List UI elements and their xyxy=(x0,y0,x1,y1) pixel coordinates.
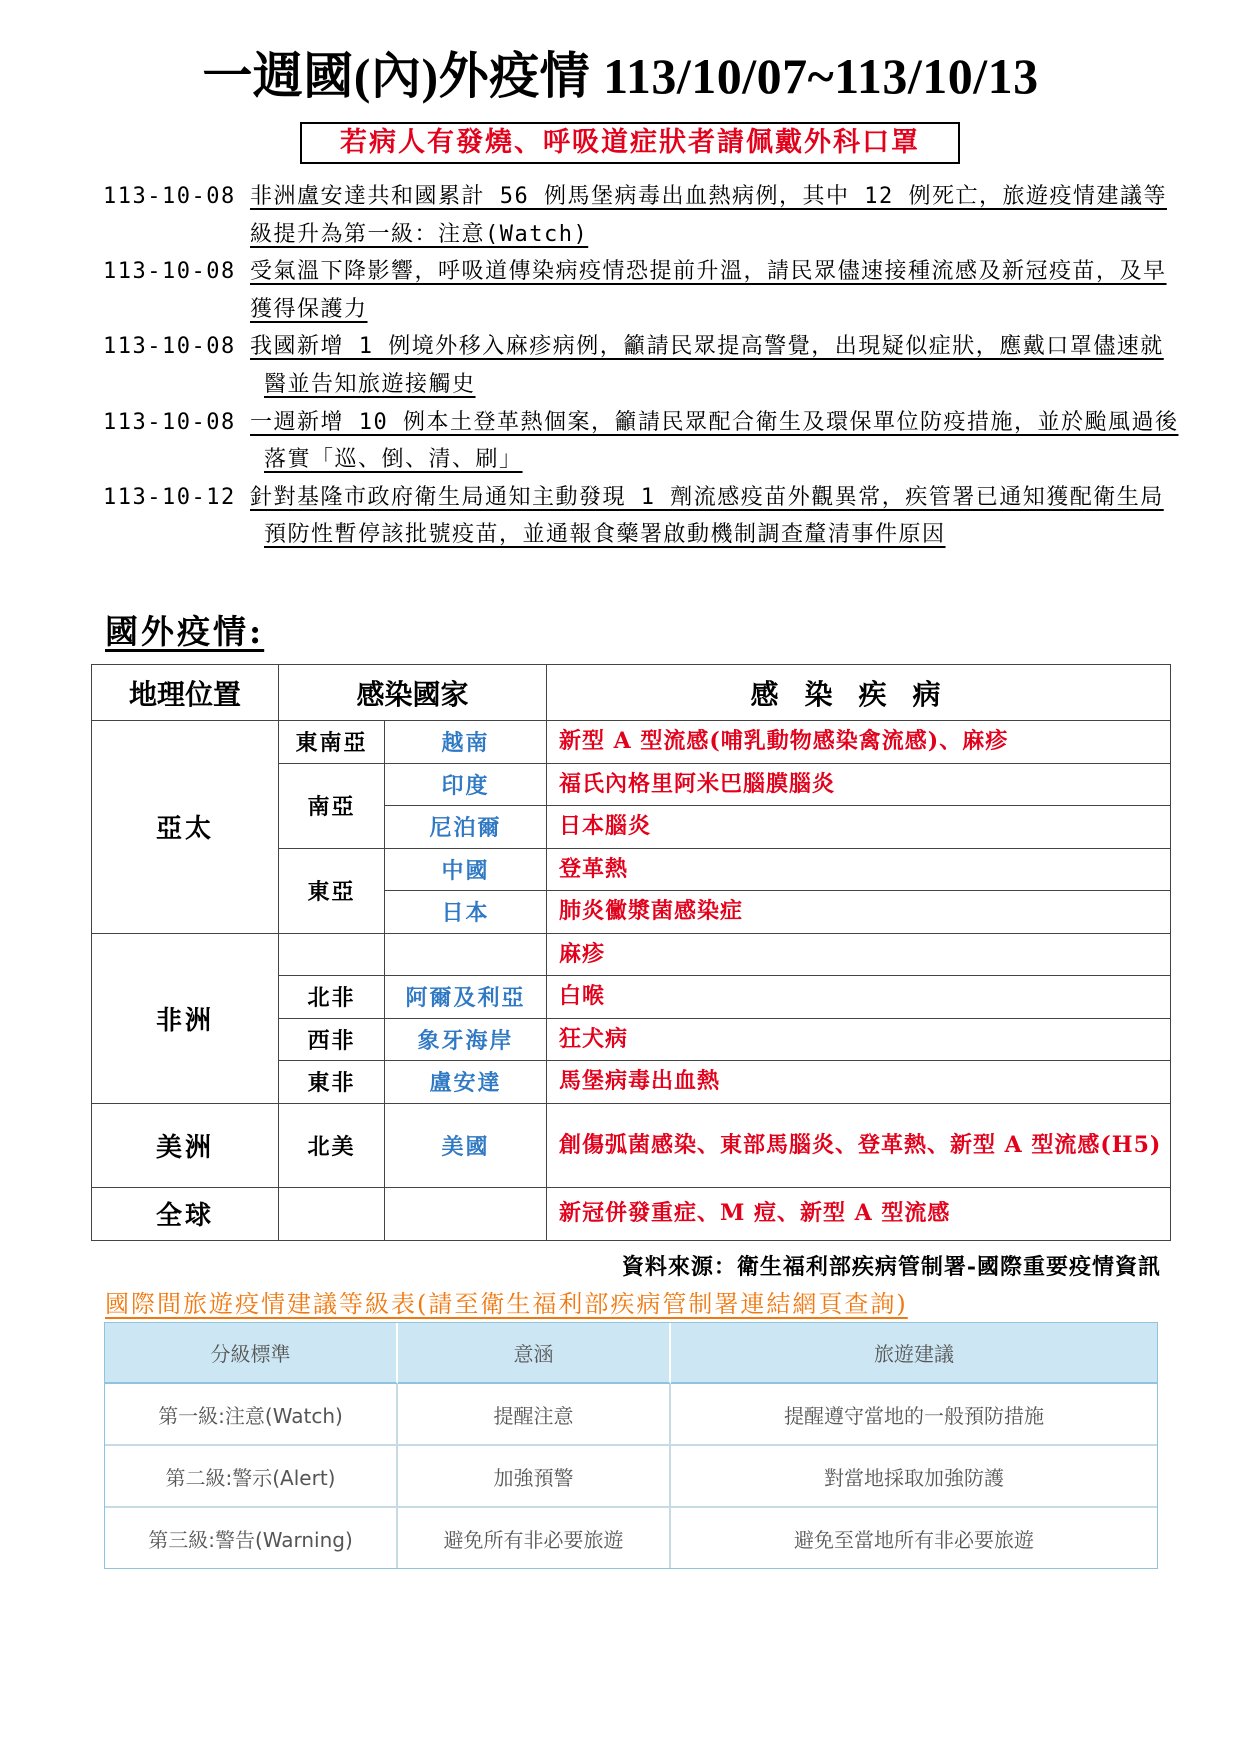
header-disease: 感染疾病 xyxy=(547,665,1171,721)
subregion-southeast-asia: 東南亞 xyxy=(279,721,385,764)
table-row xyxy=(105,1446,1157,1508)
news-date: 113-10-08 xyxy=(103,409,236,435)
level-table-header-row xyxy=(105,1323,1157,1384)
header-region: 地理位置 xyxy=(92,665,279,721)
disease-vietnam: 新型 A 型流感(哺乳動物感染禽流感)、麻疹 xyxy=(547,721,1171,764)
table-row xyxy=(105,1384,1157,1446)
header-travel-advice: 旅遊建議 xyxy=(671,1323,1157,1384)
disease-japan: 肺炎黴漿菌感染症 xyxy=(547,891,1171,934)
region-global: 全球 xyxy=(92,1187,279,1240)
subregion-east-africa: 東非 xyxy=(279,1061,385,1104)
page-title: 一週國(內)外疫情 113/10/07~113/10/13 xyxy=(202,48,1039,104)
country-ivory-coast: 象牙海岸 xyxy=(385,1018,547,1061)
level-name: 第三級:警告(Warning) xyxy=(105,1508,398,1568)
travel-advisory-level-table xyxy=(104,1322,1158,1569)
table-row xyxy=(92,933,1171,976)
disease-usa: 創傷弧菌感染、東部馬腦炎、登革熱、新型 A 型流感(H5) xyxy=(547,1103,1171,1187)
news-item xyxy=(103,253,1183,328)
subregion-east-asia: 東亞 xyxy=(279,848,385,933)
country-nepal: 尼泊爾 xyxy=(385,806,547,849)
news-item xyxy=(103,479,1183,554)
region-america: 美洲 xyxy=(92,1103,279,1187)
news-date: 113-10-08 xyxy=(103,184,236,209)
region-asia-pacific: 亞太 xyxy=(92,721,279,934)
table-row xyxy=(92,1103,1171,1187)
disease-algeria: 白喉 xyxy=(547,976,1171,1019)
level-name: 第二級:警示(Alert) xyxy=(105,1446,398,1508)
news-text: 針對基隆市政府衛生局通知主動發現 1 劑流感疫苗外觀異常，疾管署已通知獲配衛生局預防性暫停該批號疫苗，並通報食藥署啟動機制調查釐清事件原因 xyxy=(250,484,1164,548)
subregion-south-asia: 南亞 xyxy=(279,763,385,848)
table-row xyxy=(92,721,1171,764)
news-item xyxy=(103,328,1183,403)
news-text: 受氣溫下降影響，呼吸道傳染病疫情恐提前升溫，請民眾儘速接種流感及新冠疫苗，及早獲得保護力 xyxy=(250,259,1167,322)
news-text: 我國新增 1 例境外移入麻疹病例，籲請民眾提高警覺，出現疑似症狀，應戴口罩儘速就醫並告知旅遊接觸史 xyxy=(250,334,1164,397)
subregion-north-america: 北美 xyxy=(279,1103,385,1187)
country-usa: 美國 xyxy=(385,1103,547,1187)
news-item xyxy=(103,404,1183,479)
news-item xyxy=(103,178,1183,253)
disease-ivory-coast: 狂犬病 xyxy=(547,1018,1171,1061)
country-rwanda: 盧安達 xyxy=(385,1061,547,1104)
empty-cell xyxy=(385,933,547,976)
level-meaning: 加強預警 xyxy=(398,1446,671,1508)
disease-global: 新冠併發重症、M 痘、新型 A 型流感 xyxy=(547,1187,1171,1240)
country-algeria: 阿爾及利亞 xyxy=(385,976,547,1019)
level-advice: 對當地採取加強防護 xyxy=(671,1446,1157,1508)
news-list xyxy=(103,178,1183,554)
disease-africa-general: 麻疹 xyxy=(547,933,1171,976)
table-row xyxy=(92,1187,1171,1240)
header-meaning: 意涵 xyxy=(398,1323,671,1384)
level-meaning: 避免所有非必要旅遊 xyxy=(398,1508,671,1568)
empty-cell xyxy=(279,933,385,976)
subregion-north-africa: 北非 xyxy=(279,976,385,1019)
country-japan: 日本 xyxy=(385,891,547,934)
level-advice: 提醒遵守當地的一般預防措施 xyxy=(671,1384,1157,1446)
level-meaning: 提醒注意 xyxy=(398,1384,671,1446)
international-epidemic-heading: 國外疫情: xyxy=(105,612,265,651)
disease-india: 福氏內格里阿米巴腦膜腦炎 xyxy=(547,763,1171,806)
country-india: 印度 xyxy=(385,763,547,806)
empty-cell xyxy=(385,1187,547,1240)
news-date: 113-10-12 xyxy=(103,484,236,510)
header-country: 感染國家 xyxy=(279,665,547,721)
header-level-standard: 分級標準 xyxy=(105,1323,398,1384)
news-text: 非洲盧安達共和國累計 56 例馬堡病毒出血熱病例，其中 12 例死亡，旅遊疫情建議等級提升為第一級：注意(Watch) xyxy=(250,184,1167,247)
news-text: 一週新增 10 例本土登革熱個案，籲請民眾配合衛生及環保單位防疫措施，並於颱風過後落實「巡、倒、清、刷」 xyxy=(250,409,1179,473)
data-source-note: 資料來源：衛生福利部疾病管制署-國際重要疫情資訊 xyxy=(621,1254,1161,1280)
news-date: 113-10-08 xyxy=(103,334,236,360)
level-name: 第一級:注意(Watch) xyxy=(105,1384,398,1446)
level-advice: 避免至當地所有非必要旅遊 xyxy=(794,1527,1034,1552)
travel-advisory-link[interactable]: 國際間旅遊疫情建議等級表(請至衛生福利部疾病管制署連結網頁查詢) xyxy=(105,1290,908,1318)
country-china: 中國 xyxy=(385,848,547,891)
empty-cell xyxy=(279,1187,385,1240)
disease-china: 登革熱 xyxy=(547,848,1171,891)
table-row xyxy=(105,1508,1157,1568)
subregion-west-africa: 西非 xyxy=(279,1018,385,1061)
disease-rwanda: 馬堡病毒出血熱 xyxy=(547,1061,1171,1104)
country-vietnam: 越南 xyxy=(385,721,547,764)
disease-nepal: 日本腦炎 xyxy=(547,806,1171,849)
news-date: 113-10-08 xyxy=(103,259,236,285)
table-header-row xyxy=(92,665,1171,721)
mask-warning-banner: 若病人有發燒、呼吸道症狀者請佩戴外科口罩 xyxy=(300,122,960,164)
international-epidemic-table xyxy=(91,664,1171,1241)
region-africa: 非洲 xyxy=(92,933,279,1103)
